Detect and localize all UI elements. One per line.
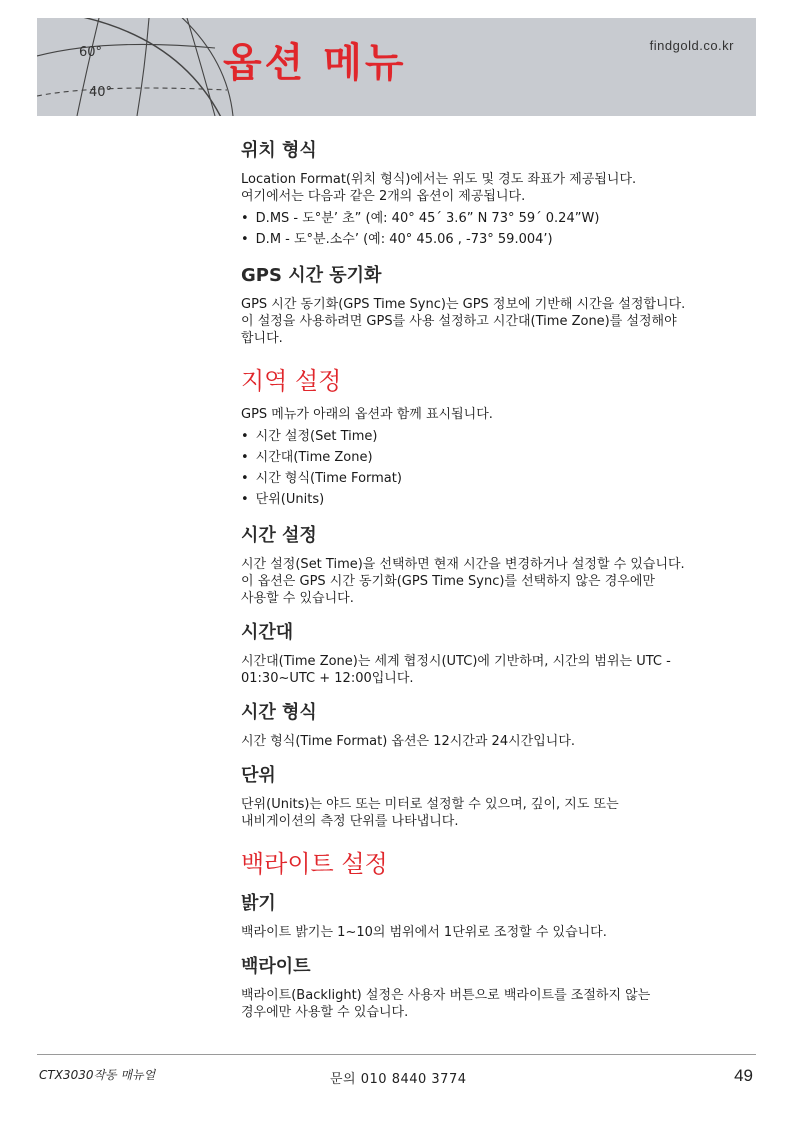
page-title: 옵션 메뉴 [223,40,407,86]
list-item: • 단위(Units) [241,489,753,510]
list-item: • 시간 형식(Time Format) [241,468,753,489]
region-options [241,426,753,510]
heading-time-format: 시간 형식 [241,702,317,723]
time-zone-body: 시간대(Time Zone)는 세계 협정시(UTC)에 기반하며, 시간의 범위는 UTC - 01:30~UTC + 12:00입니다. [241,654,671,686]
list-item: • D.M - 도°분.소수’ (예: 40° 45.06 , -73° 59.004’) [241,229,753,250]
region-intro: GPS 메뉴가 아래의 옵션과 함께 표시됩니다. [241,407,493,422]
latitude-label-60: 60° [79,45,103,60]
location-format-options [241,208,753,250]
heading-backlight: 백라이트 [241,956,311,977]
time-format-body: 시간 형식(Time Format) 옵션은 12시간과 24시간입니다. [241,734,576,749]
site-url: findgold.co.kr [649,38,734,53]
heading-gps-sync: GPS 시간 동기화 [241,265,382,286]
heading-region-settings: 지역 설정 [241,367,342,395]
page-number: 49 [734,1066,753,1085]
gps-sync-body: GPS 시간 동기화(GPS Time Sync)는 GPS 정보에 기반해 시간을 설정합니다. 이 설정을 사용하려면 GPS를 사용 설정하고 시간대(Time Zone)를 설정해야 합니다. [241,297,686,346]
manual-title: CTX3030작동 매뉴얼 [39,1068,156,1082]
heading-location-format: 위치 형식 [241,140,317,161]
location-format-intro: Location Format(위치 형식)에서는 위도 및 경도 좌표가 제공됩니다. 여기에서는 다음과 같은 2개의 옵션이 제공됩니다. [241,172,637,204]
heading-units: 단위 [241,765,276,786]
list-item: • 시간대(Time Zone) [241,447,753,468]
units-body: 단위(Units)는 야드 또는 미터로 설정할 수 있으며, 깊이, 지도 또는 내비게이션의 측정 단위를 나타냅니다. [241,797,619,829]
set-time-body: 시간 설정(Set Time)을 선택하면 현재 시간을 변경하거나 설정할 수 있습니다. 이 옵션은 GPS 시간 동기화(GPS Time Sync)를 선택하지 않은 경우에만 사용할 수 있습니다. [241,557,685,606]
footer-divider [37,1054,756,1055]
contact-info: 문의 010 8440 3774 [330,1072,467,1087]
list-item: • D.MS - 도°분’ 초” (예: 40° 45´ 3.6” N 73° 59´ 0.24”W) [241,208,753,229]
list-item: • 시간 설정(Set Time) [241,426,753,447]
brightness-body: 백라이트 밝기는 1~10의 범위에서 1단위로 조정할 수 있습니다. [241,925,607,940]
backlight-body: 백라이트(Backlight) 설정은 사용자 버튼으로 백라이트를 조절하지 않는 경우에만 사용할 수 있습니다. [241,988,651,1020]
page-header [37,18,756,116]
heading-backlight-settings: 백라이트 설정 [241,850,388,878]
heading-brightness: 밝기 [241,893,276,914]
heading-set-time: 시간 설정 [241,525,317,546]
heading-time-zone: 시간대 [241,622,294,643]
content [241,136,753,1021]
globe-graphic [37,18,237,116]
latitude-label-40: 40° [89,85,113,100]
